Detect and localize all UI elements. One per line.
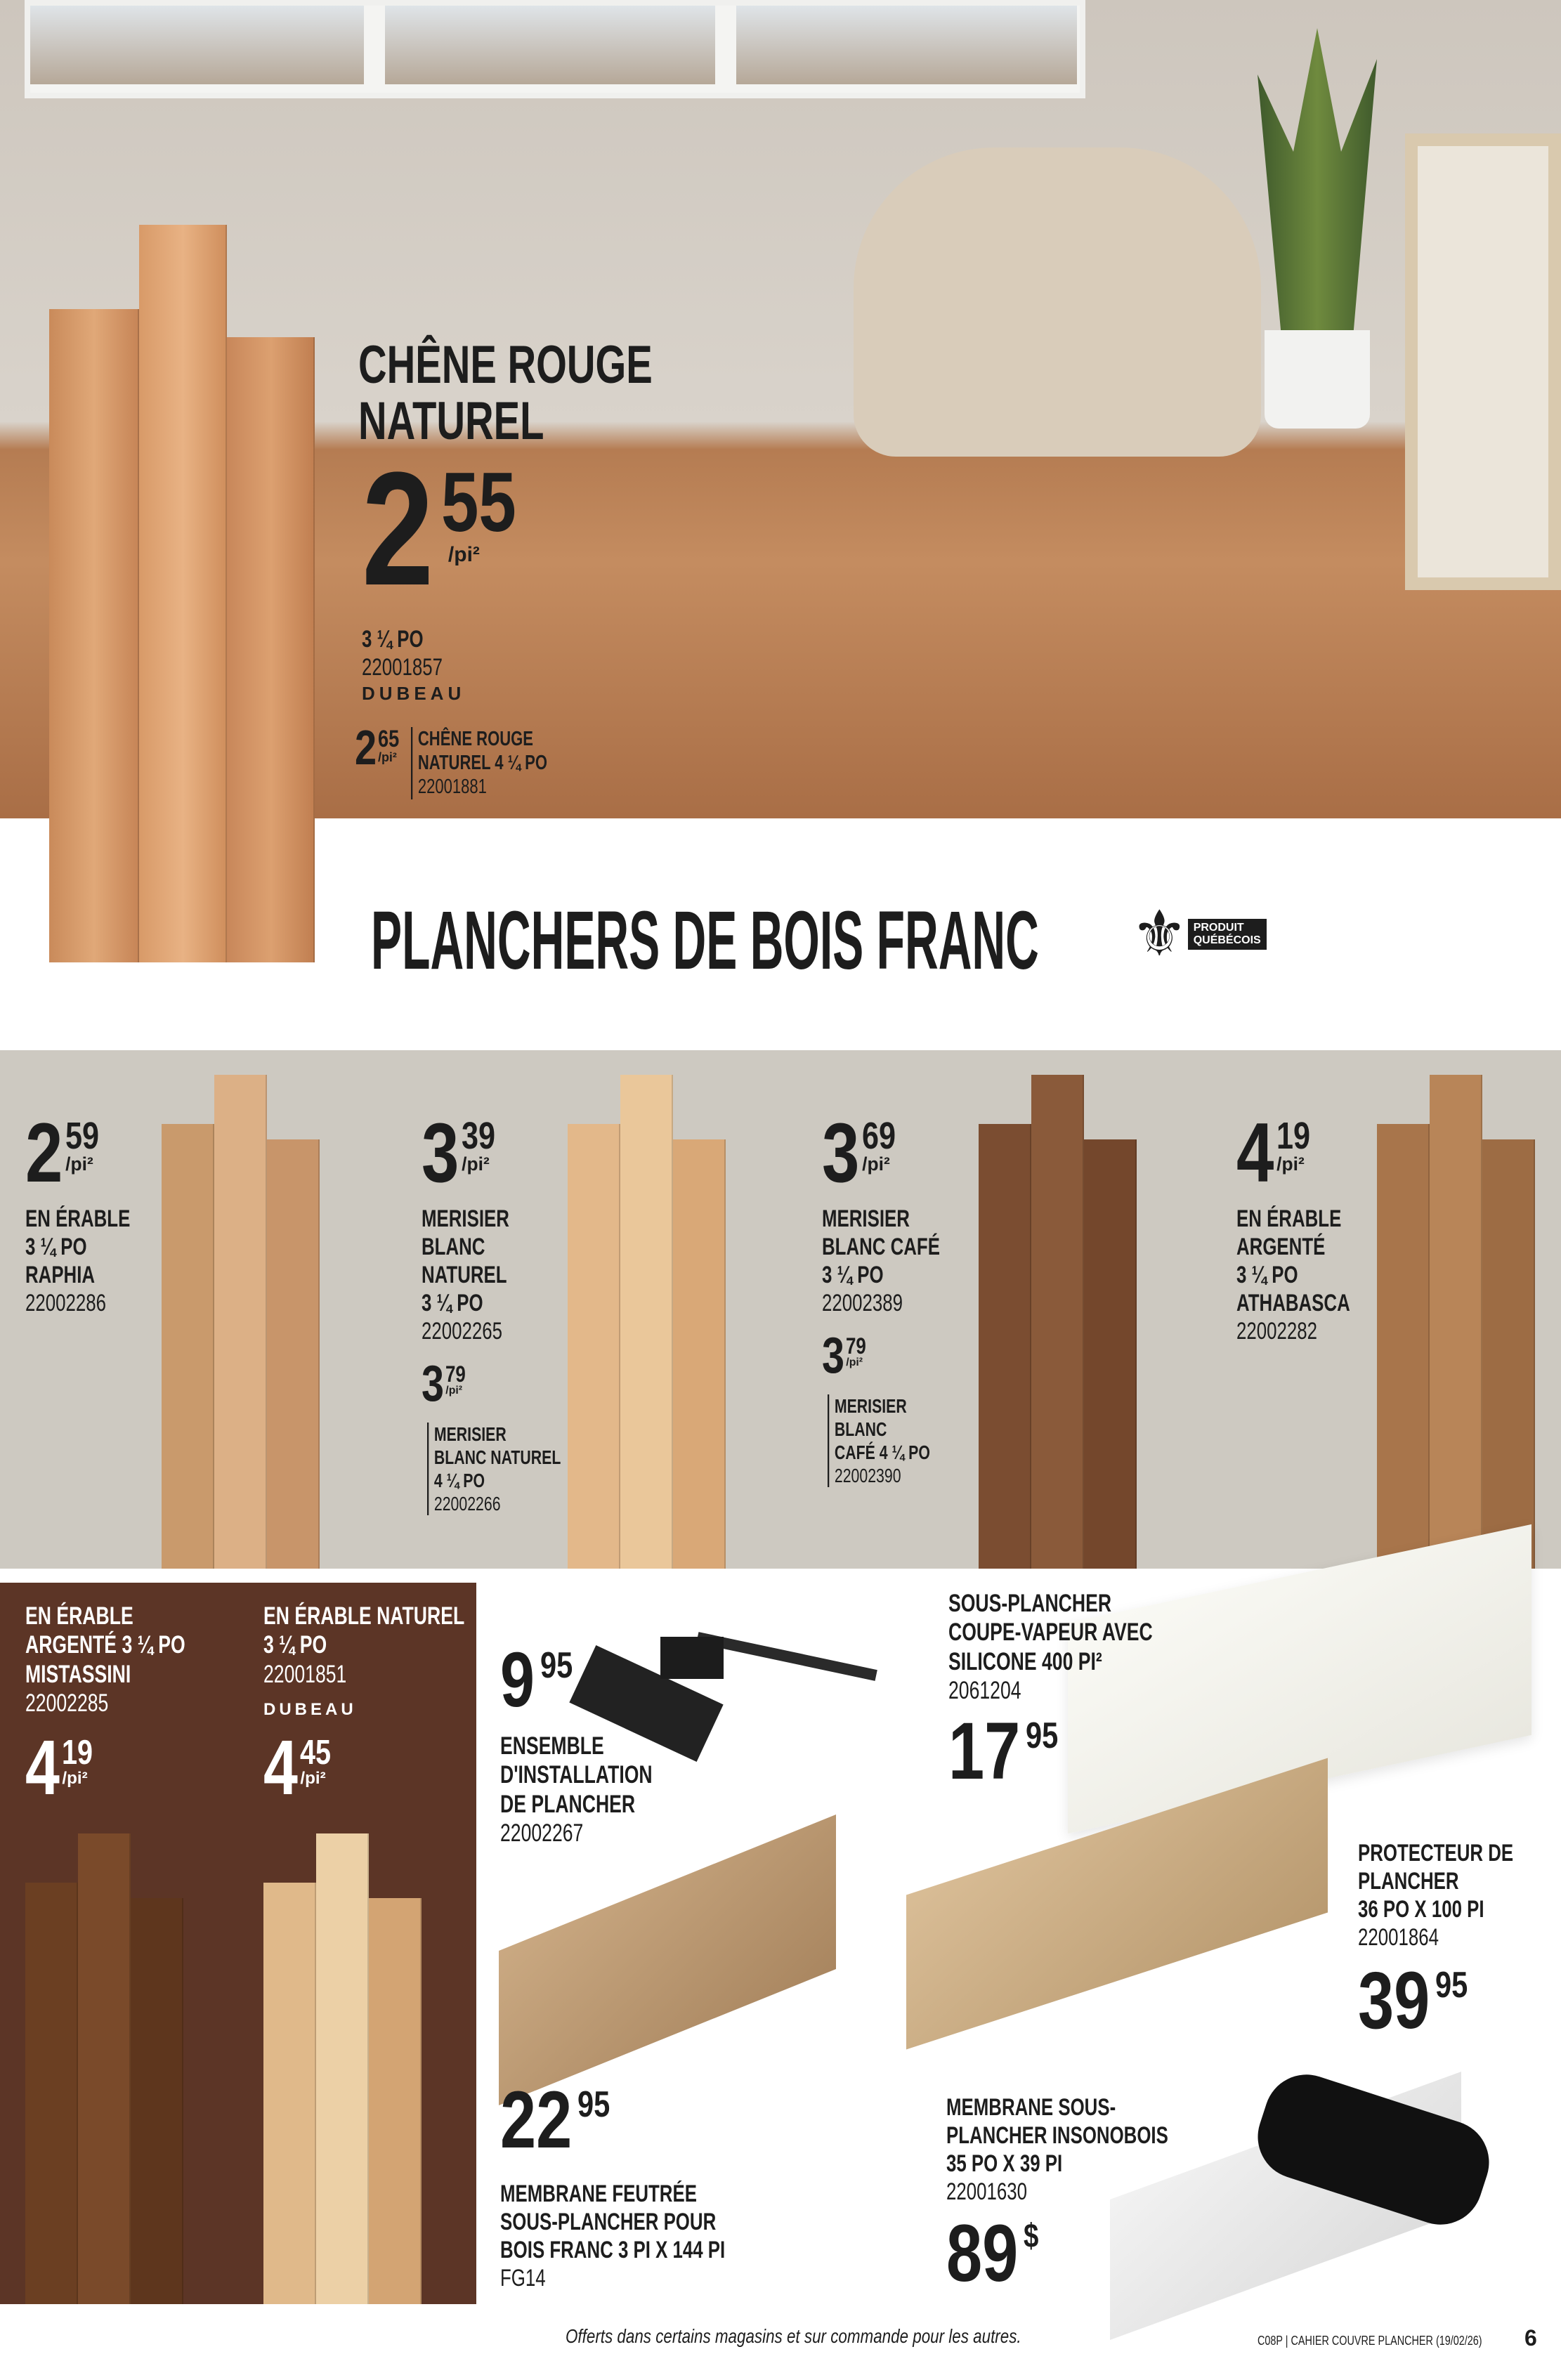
product-details: [822, 1205, 940, 1317]
price: [25, 1106, 107, 1200]
line: ARGENTÉ: [1236, 1234, 1326, 1261]
size: 3 ¼ PO: [362, 626, 424, 653]
price-unit: /pi²: [846, 1356, 863, 1369]
price-integer: 2: [25, 1106, 63, 1200]
sku: 2061204: [948, 1676, 1021, 1704]
plank-sample: [979, 1075, 1137, 1569]
line: EN ÉRABLE: [25, 1205, 131, 1232]
price-integer: 4: [25, 1725, 60, 1811]
price-integer: 89: [946, 2209, 1019, 2299]
price-unit: /pi²: [1276, 1153, 1305, 1175]
footer-note: Offerts dans certains magasins et sur commande pour les autres.: [566, 2325, 1021, 2347]
sku: 22002390: [834, 1465, 901, 1487]
plank-sample: [25, 1833, 183, 2304]
product-details: [422, 1205, 509, 1346]
price-unit: /pi²: [377, 750, 397, 764]
price-integer: 3: [422, 1106, 459, 1200]
line: EN ÉRABLE: [25, 1602, 133, 1630]
window: [25, 0, 1085, 98]
price-decimal: 39: [462, 1115, 496, 1157]
hero-title: [358, 337, 756, 450]
line: 3 ¼ PO: [422, 1290, 483, 1317]
line: BLANC: [422, 1234, 485, 1261]
line: BOIS FRANC 3 PI X 144 PI: [500, 2237, 726, 2264]
line: MEMBRANE FEUTRÉE: [500, 2180, 697, 2207]
price-unit: /pi²: [445, 1385, 463, 1397]
vapor-details: [948, 1589, 1153, 1705]
section-title: PLANCHERS DE BOIS FRANC: [371, 894, 1039, 987]
sku: 22002265: [422, 1318, 502, 1345]
product-details: [25, 1205, 130, 1317]
price-unit: /pi²: [448, 543, 480, 566]
price: [422, 1356, 471, 1412]
felt-price: [500, 2075, 618, 2165]
line: 35 PO X 39 PI: [946, 2150, 1063, 2178]
price: [422, 1106, 504, 1200]
price-integer: 3: [822, 1106, 860, 1200]
line: 3 ¼ PO: [263, 1631, 327, 1659]
sku: 22002285: [25, 1689, 109, 1717]
price-decimal: 79: [445, 1361, 466, 1387]
hero-alt-price: [355, 720, 405, 775]
line: MERISIER: [422, 1205, 509, 1232]
line: NATUREL 4 ¼ PO: [417, 752, 548, 775]
price-decimal: 19: [62, 1733, 93, 1772]
hero-title-line: NATUREL: [358, 391, 544, 451]
price-integer: 39: [1358, 1956, 1430, 2046]
price-decimal: 59: [65, 1115, 100, 1157]
line: BLANC: [834, 1418, 887, 1441]
page-number: 6: [1524, 2325, 1537, 2350]
line: 36 PO X 100 PI: [1358, 1896, 1484, 1923]
line: BLANC NATUREL: [433, 1446, 561, 1469]
kit-price: [500, 1637, 581, 1723]
line: 3 ¼ PO: [1236, 1262, 1298, 1289]
line: COUPE-VAPEUR AVEC: [948, 1619, 1153, 1647]
sku: 22002267: [500, 1819, 584, 1847]
shelf: [1405, 133, 1561, 590]
badge-line: QUÉBÉCOIS: [1193, 934, 1261, 946]
dubeau-logo: DUBEAU: [263, 1700, 357, 1719]
hero-price: [362, 438, 535, 619]
line: 3 ¼ PO: [25, 1234, 87, 1261]
plank-sample: [1377, 1075, 1535, 1569]
product-details: [263, 1602, 464, 1689]
footer-code: C08P | CAHIER COUVRE PLANCHER (19/02/26): [1258, 2334, 1482, 2348]
felt-details: [500, 2180, 725, 2292]
price-unit: /pi²: [862, 1153, 890, 1175]
line: BLANC CAFÉ: [822, 1234, 940, 1261]
line: ENSEMBLE: [500, 1732, 604, 1760]
line: MERISIER: [433, 1423, 507, 1445]
price-integer: 3: [422, 1356, 445, 1412]
line: MERISIER: [822, 1205, 910, 1232]
price-unit: /pi²: [462, 1153, 490, 1175]
price-integer: 4: [1236, 1106, 1274, 1200]
price-decimal: 55: [440, 455, 516, 549]
price-decimal: 65: [377, 726, 400, 752]
price-unit: /pi²: [62, 1768, 88, 1788]
price: [25, 1725, 100, 1811]
protector-price: [1358, 1956, 1476, 2046]
price-decimal: 95: [577, 2084, 610, 2125]
price: [263, 1725, 339, 1811]
price-decimal: 95: [1025, 1715, 1059, 1756]
line: CAFÉ 4 ¼ PO: [834, 1441, 930, 1464]
price-decimal: 95: [540, 1645, 573, 1686]
plant-pot: [1265, 330, 1370, 429]
line: ARGENTÉ 3 ¼ PO: [25, 1631, 185, 1659]
dubeau-logo: DUBEAU: [362, 683, 466, 704]
price: [822, 1106, 904, 1200]
insonobois-price: [946, 2209, 1043, 2299]
hero-title-line: CHÊNE ROUGE: [358, 335, 653, 395]
line: RAPHIA: [25, 1262, 96, 1289]
product-details: [828, 1394, 930, 1487]
price-unit: /pi²: [65, 1153, 93, 1175]
sku: 22001851: [263, 1660, 347, 1688]
quebec-badge: [1131, 899, 1267, 969]
price-integer: 2: [362, 438, 434, 619]
insonobois-details: [946, 2093, 1168, 2206]
armchair: [854, 148, 1261, 457]
product-details: [427, 1423, 561, 1515]
line: NATUREL: [422, 1262, 507, 1289]
line: MISTASSINI: [25, 1660, 131, 1688]
line: MERISIER: [834, 1395, 907, 1417]
vapor-price: [948, 1706, 1066, 1796]
price-integer: 3: [822, 1328, 845, 1384]
line: CHÊNE ROUGE: [417, 728, 533, 750]
sku: 22001881: [417, 776, 487, 799]
line: EN ÉRABLE NATUREL: [263, 1602, 465, 1630]
line: ATHABASCA: [1236, 1290, 1350, 1317]
sku: 22002389: [822, 1290, 903, 1317]
price: [822, 1328, 871, 1384]
price-integer: 2: [355, 720, 377, 775]
price: [1236, 1106, 1319, 1200]
price-integer: 17: [948, 1706, 1021, 1796]
felt-roll-image: [499, 1815, 836, 2105]
plank-sample: [263, 1833, 422, 2304]
hero-planks: [49, 225, 316, 962]
sku: FG14: [500, 2265, 546, 2292]
price-decimal: 95: [1435, 1965, 1468, 2006]
plank-sample: [162, 1075, 320, 1569]
kit-details: [500, 1732, 653, 1848]
protector-details: [1358, 1839, 1513, 1951]
product-details: [1236, 1205, 1350, 1346]
hero-alt-details: [411, 727, 547, 799]
line: PLANCHER INSONOBOIS: [946, 2122, 1168, 2150]
line: PROTECTEUR DE: [1358, 1840, 1514, 1866]
sku: 22001857: [362, 654, 443, 681]
line: SOUS-PLANCHER POUR: [500, 2209, 717, 2236]
price-decimal: 45: [300, 1733, 332, 1772]
sku: 22001630: [946, 2178, 1027, 2206]
plank-sample: [568, 1075, 726, 1569]
price-unit: /pi²: [300, 1768, 326, 1788]
line: 3 ¼ PO: [822, 1262, 884, 1289]
sku: 22002266: [433, 1493, 501, 1515]
sku: 22001864: [1358, 1924, 1439, 1951]
price-integer: 22: [500, 2075, 573, 2165]
line: SOUS-PLANCHER: [948, 1590, 1112, 1617]
badge-line: PRODUIT: [1193, 922, 1244, 934]
sku: 22002286: [25, 1290, 106, 1317]
product-details: [25, 1602, 185, 1718]
line: D'INSTALLATION: [500, 1761, 653, 1789]
price-integer: 9: [500, 1637, 535, 1723]
line: EN ÉRABLE: [1236, 1205, 1342, 1232]
fleur-de-lis-icon: ⚜: [1131, 899, 1188, 969]
hero-details: [362, 625, 443, 681]
line: SILICONE 400 PI²: [948, 1647, 1102, 1675]
price-decimal: 69: [862, 1115, 896, 1157]
price-integer: 4: [263, 1725, 298, 1811]
price-decimal: $: [1023, 2218, 1039, 2255]
line: MEMBRANE SOUS-: [946, 2094, 1116, 2121]
line: PLANCHER: [1358, 1868, 1459, 1895]
line: DE PLANCHER: [500, 1790, 636, 1818]
price-decimal: 19: [1276, 1115, 1311, 1157]
line: 4 ¼ PO: [433, 1470, 485, 1492]
sku: 22002282: [1236, 1318, 1317, 1345]
price-decimal: 79: [846, 1333, 867, 1359]
